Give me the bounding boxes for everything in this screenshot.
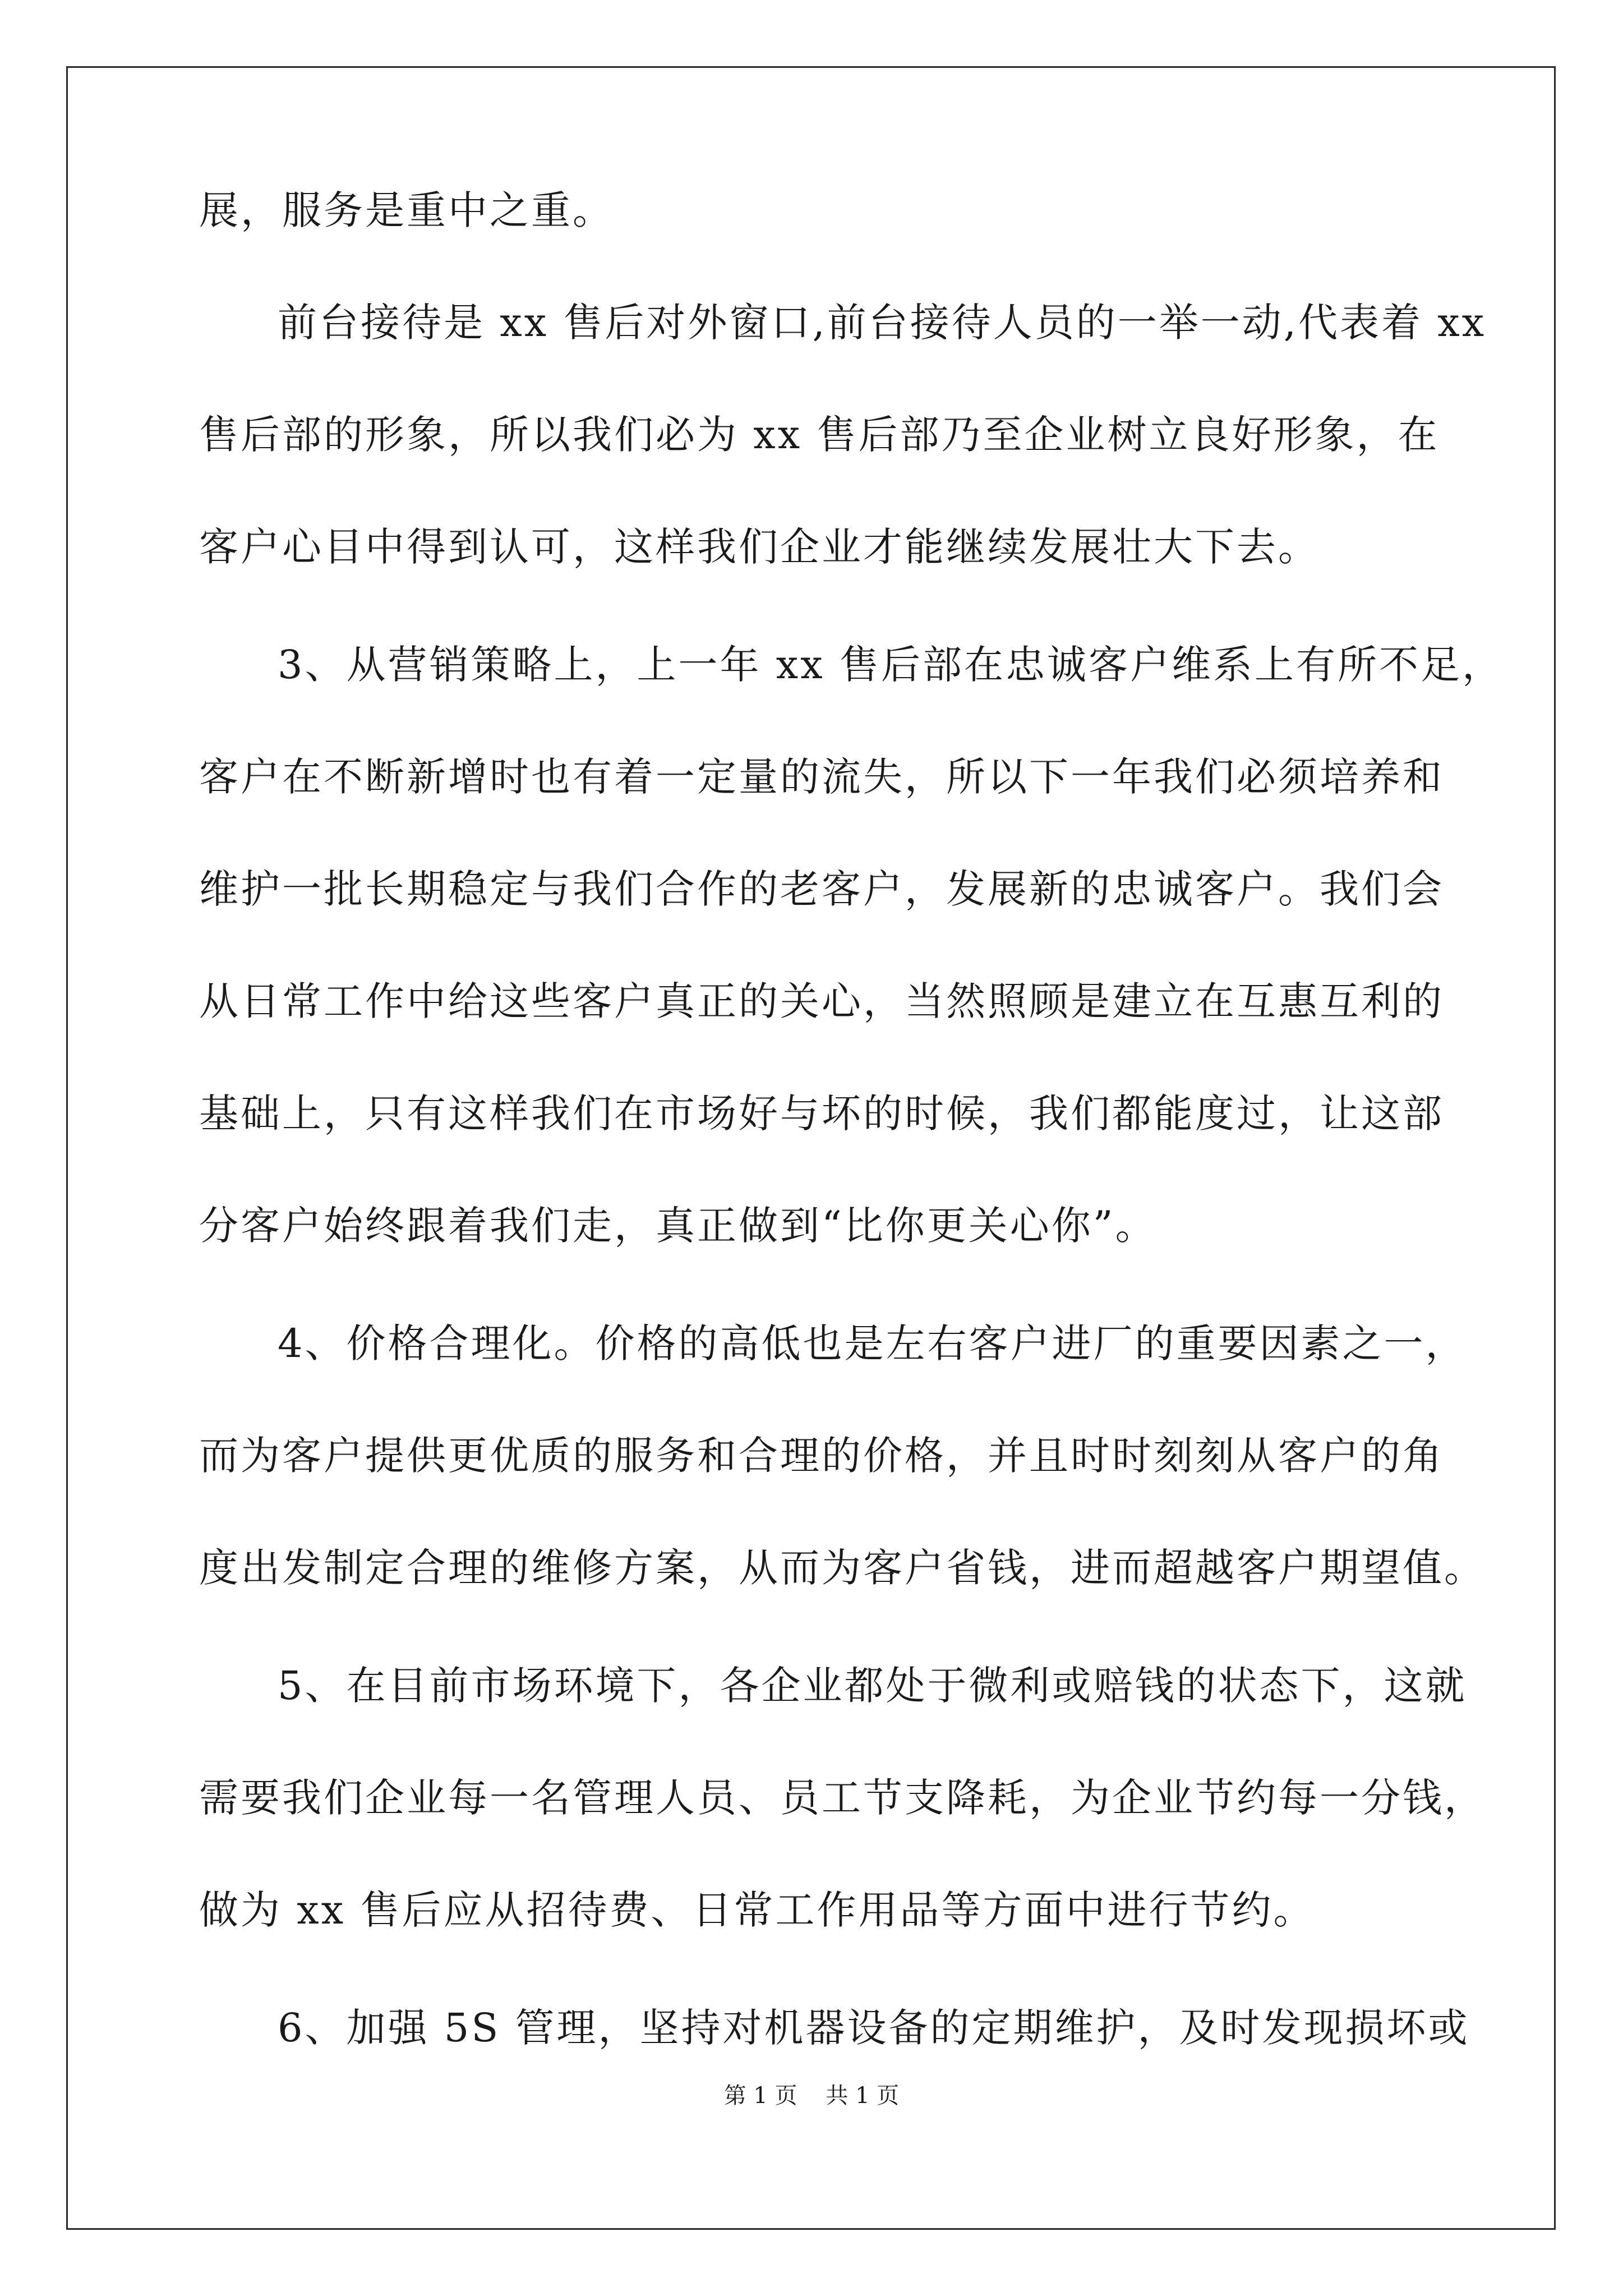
text-line: 需要我们企业每一名管理人员、员工节支降耗，为企业节约每一分钱， — [199, 1775, 1486, 1821]
text-line: 5、在目前市场环境下，各企业都处于微利或赔钱的状态下，这就 — [278, 1663, 1467, 1709]
text-line: 6、加强 5S 管理，坚持对机器设备的定期维护，及时发现损坏或 — [278, 2005, 1470, 2051]
text-line: 做为 xx 售后应从招待费、日常工作用品等方面中进行节约。 — [199, 1887, 1315, 1933]
text-line: 从日常工作中给这些客户真正的关心，当然照顾是建立在互惠互利的 — [199, 978, 1444, 1024]
text-line: 前台接待是 xx 售后对外窗口,前台接待人员的一举一动,代表着 xx — [278, 300, 1487, 346]
text-line: 客户心目中得到认可，这样我们企业才能继续发展壮大下去。 — [199, 524, 1320, 570]
text-line: 客户在不断新增时也有着一定量的流失，所以下一年我们必须培养和 — [199, 754, 1444, 800]
text-line: 3、从营销策略上，上一年 xx 售后部在忠诚客户维系上有所不足， — [278, 642, 1504, 688]
page-footer: 第 1 页 共 1 页 — [723, 2083, 900, 2109]
text-line: 展，服务是重中之重。 — [199, 187, 614, 233]
text-line: 而为客户提供更优质的服务和合理的价格，并且时时刻刻从客户的角 — [199, 1433, 1444, 1479]
text-line: 基础上，只有这样我们在市场好与坏的时候，我们都能度过，让这部 — [199, 1091, 1444, 1137]
text-line: 4、价格合理化。价格的高低也是左右客户进厂的重要因素之一， — [278, 1320, 1467, 1366]
text-line: 售后部的形象，所以我们必为 xx 售后部乃至企业树立良好形象，在 — [199, 412, 1440, 458]
text-line: 分客户始终跟着我们走，真正做到“比你更关心你”。 — [199, 1203, 1157, 1249]
text-line: 维护一批长期稳定与我们合作的老客户，发展新的忠诚客户。我们会 — [199, 866, 1444, 912]
text-line: 度出发制定合理的维修方案，从而为客户省钱，进而超越客户期望值。 — [199, 1545, 1486, 1591]
